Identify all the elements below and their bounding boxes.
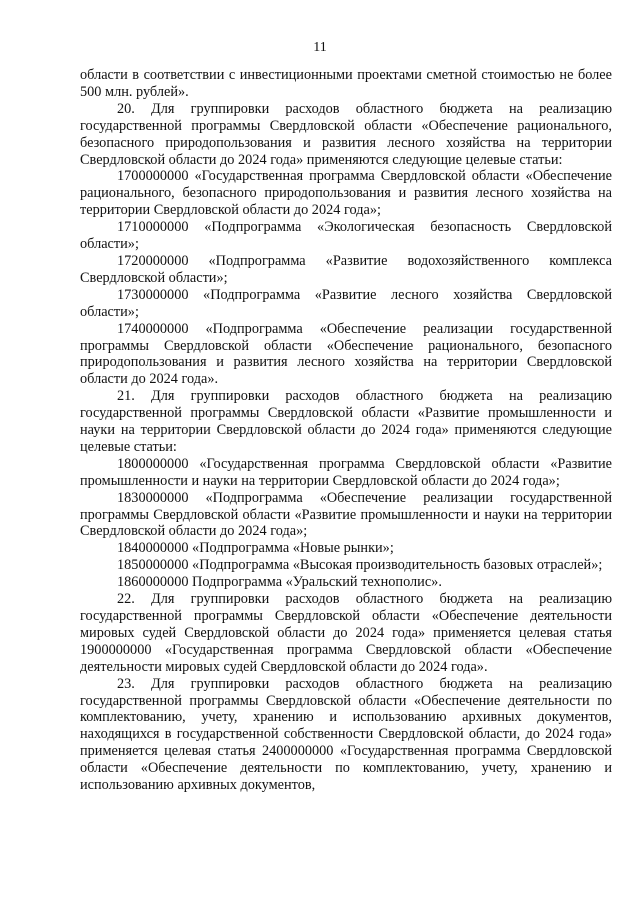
paragraph-article-1720000000: 1720000000 «Подпрограмма «Развитие водохозяйственного комплекса Свердловской области»; [80,252,612,286]
paragraph-item-22: 22. Для группировки расходов областного бюджета на реализацию государственной программы Свердловской области «Обеспечение деятельности мировых судей Свердловской области до 2024 года» применяется целевая статья 1900000000 «Государственная программа Свердловской области «Обеспечение деятельности мировых судей Свердловской области до 2024 года». [80,591,612,675]
paragraph-article-1800000000: 1800000000 «Государственная программа Свердловской области «Развитие промышленности и науки на территории Свердловской области до 2024 года»; [80,455,612,489]
paragraph-item-20: 20. Для группировки расходов областного бюджета на реализацию государственной программы Свердловской области «Обеспечение рационального, безопасного природопользования и развития лесного хозяйства на территории Свердловской области до 2024 года» применяются следующие целевые статьи: [80,100,612,168]
paragraph-article-1730000000: 1730000000 «Подпрограмма «Развитие лесного хозяйства Свердловской области»; [80,286,612,320]
page-number: 11 [313,40,327,55]
paragraph-article-1830000000: 1830000000 «Подпрограмма «Обеспечение реализации государственной программы Свердловской области «Развитие промышленности и науки на территории Свердловской области до 2024 года»; [80,489,612,540]
paragraph-article-1850000000: 1850000000 «Подпрограмма «Высокая производительность базовых отраслей»; [117,557,603,574]
paragraph-item-23: 23. Для группировки расходов областного бюджета на реализацию государственной программы Свердловской области «Обеспечение деятельности по комплектованию, учету, хранению и использованию архивных документов, находящихся в государственной собственности Свердловской области, до 2024 года» применяется целевая статья 2400000000 «Государственная программа Свердловской области «Обеспечение деятельности по комплектованию, учету, хранению и использованию архивных документов, [80,675,612,794]
paragraph-continuation: области в соответствии с инвестиционными проектами сметной стоимостью не более 500 млн. рублей». [80,67,612,100]
paragraph-article-1710000000: 1710000000 «Подпрограмма «Экологическая безопасность Свердловской области»; [80,219,612,253]
paragraph-article-1700000000: 1700000000 «Государственная программа Свердловской области «Обеспечение рационального, безопасного природопользования и развития лесного хозяйства на территории Свердловской области до 2024 года»; [80,168,612,219]
paragraph-article-1860000000: 1860000000 Подпрограмма «Уральский технополис». [117,574,442,591]
paragraph-article-1740000000: 1740000000 «Подпрограмма «Обеспечение реализации государственной программы Свердловской области «Обеспечение рационального, безопасного природопользования и развития лесного хозяйства на территории Свердловской области до 2024 года». [80,320,612,388]
paragraph-article-1840000000: 1840000000 «Подпрограмма «Новые рынки»; [117,540,394,557]
paragraph-item-21: 21. Для группировки расходов областного бюджета на реализацию государственной программы Свердловской области «Развитие промышленности и науки на территории Свердловской области до 2024 года» применяются следующие целевые статьи: [80,388,612,455]
document-body [80,67,612,794]
